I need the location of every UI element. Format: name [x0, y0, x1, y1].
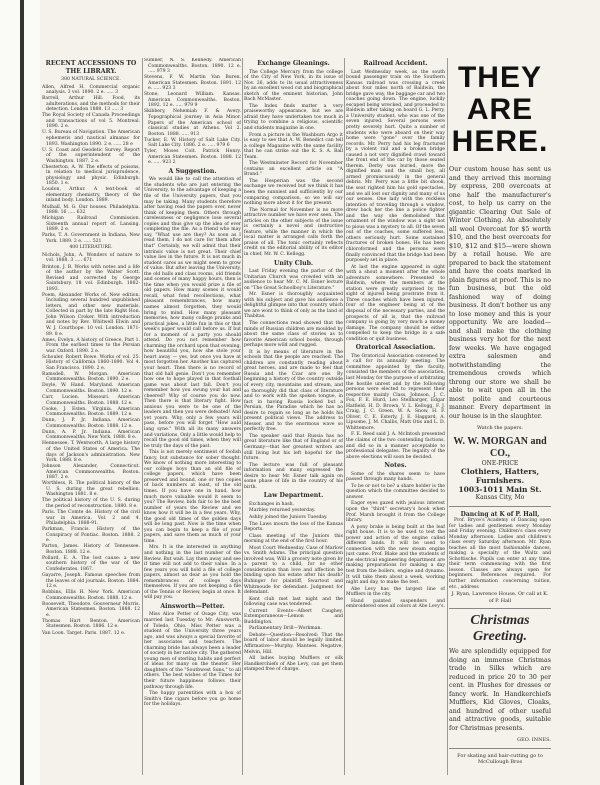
article-paragraph: A pony brake is being built at the leaf right house. It is to be used to test the power and action of the engine called different lands. It will be used to connection with the new steam engine just came. Prof. Blake and the students of the electrical engineering department are making preparations for making a day test from the boilers, engine and dynamo. It will take them about a week, working night and day, to make the test. [346, 524, 445, 586]
literature-label: 400 LITERATURE. [69, 245, 113, 251]
accession-entry: Barrell, Arthur Hill. Food, its adulterations, and the methods for their detection. London 1888. 13 ..... 3 [42, 96, 140, 113]
article-paragraph: Parliamentary Drill—Workman. [249, 626, 322, 632]
accession-entry: Sumner, N. S. Kennedy. American Commonwealths. Boston. 1890. 12 e. ..... 979 3 [144, 58, 241, 75]
wedding-article [144, 612, 241, 707]
binding-fold [20, 0, 24, 785]
article-paragraph: Ashby joined the Juniors Tuesday. [249, 514, 328, 520]
dancing-signature: J. Ryan, Lawrence House. Or call at K. of P. Hall [451, 591, 549, 604]
accession-entry: Ramsdell, W. Morgan. American Commonwealths. Boston. 1890. 2 e. [42, 371, 140, 383]
divider [449, 506, 551, 507]
accession-entry: Dunn, J. P. Jr. Indiana. American Commonwealths. Boston. 1888. 12 e. [42, 418, 140, 429]
notes-heading: Notes. [384, 462, 407, 470]
ad-city: Kansas City, Mo [475, 494, 525, 501]
accession-entry: Worthless, R. The political history of the U. S. during the great rebellion. Washington 1881. 8 e. [42, 481, 140, 498]
dancing-heading: Dancing at K of P. Hall, [460, 510, 540, 518]
accession-entry: Parton, James. History of Tennessee. Boston. 1888. 12 e. [42, 544, 140, 555]
accession-entry: Dunn, A. P. Jr. Indiana. American Commonwealths. New York. 1888. 8 e. [42, 429, 140, 441]
article-paragraph: Mr. Esner is thoroughly acquainted with his subject and gave his audience a delightful glimpse into that country which we are wont to think of only as the land of Thabitas. [244, 292, 343, 320]
article-paragraph: The speaker said that Russia has no great literature like that of England or of Germany—that her greatest writers are still living but his left hopeful for the future. [244, 433, 343, 462]
oratorical-article [346, 354, 445, 460]
column-rule [344, 58, 345, 775]
accession-entry: Poem, Alexander Works of. New edition. Including several hundred unpublished letters, and other new materials. Collected in part by the late Right Hon. John Wilson Croker. With introduction and notes by Rev. Whitwell Elwin and W. J. Courthope. 10 vol. London. 1871-89. 8 e. [42, 292, 140, 337]
article-paragraph: The Normal for November is no more attractive number we have ever seen. The articles on the other subjects of the issue is certainly a novel and instructive feature, while the manner in which the local matter is arranged calls forth the praise of all. The tonic certainly reflects credit on the editorial ability of its editor in chief, Mr. W. C. Kellogg. [244, 207, 343, 257]
suggestion-heading: A Suggestion. [168, 167, 217, 175]
divider [449, 608, 551, 609]
divider [449, 748, 551, 749]
ad-body: Our custom house has sent us and they arrived this morning by express, 200 overcoats at one half the manufacturer's cost, to help us carry on the gigantic Clearing Out Sale of Winter Clothing. An absolutely all wool Overcoat for $5 worth $10, and the best overcoats for $10, $12 and $15—were shown by a retail house. We are prepared to back the statement and have the coats marked in plain figures at proof. This is no fun business, but the old fashioned way of doing business. It don't bother us any to lose money and this is your opportunity. We are loaded—and shall make the clothing business very hot for the next few weeks. We have engaged extra salesmen and notwithstanding the tremendous crowds which throng our store we shall be able to wait upon all in the most polite and courteous manner. Every department in our house is in the slaughter. [449, 166, 551, 420]
accession-entry: Carr, Lucien. Missouri. American Commonwealths. Boston. 1888. 12 e. [42, 395, 140, 406]
column-rule [242, 58, 243, 775]
accession-list-literature [42, 253, 140, 636]
accession-entry: Doyle, W. Hand. Maryland. American Commonwealths. Boston. 1890. 12 e. [42, 383, 140, 395]
law-department-heading: Law Department. [263, 492, 324, 500]
accession-entry: Michigan Railroad Commission. Sixteenth annual report of. Lansing. 1889. 2 e. [42, 216, 140, 233]
article-paragraph: Hand painted suspenders and embroidered ones all colors at Abe Levy's. [346, 598, 445, 610]
accession-entry: The political history of the U. S. during the period of reconstruction. 1880. 8 e. [42, 498, 140, 509]
dancing-body: Prof. Bryce's Academy of Dancing open for ladies and gentlemen every Monday and Friday evening. Children's class every Monday afternoon. Ladies and children's class every Saturday afternoon. Mr. Ryan teaches all the most fashionable dances, making a specialty of the Waltz and Schottische. Pupils can enter at any time, their term commencing with the first lesson. Classes are always open for beginners. References required. For further information concerning tuition, etc., address [449, 518, 551, 590]
article-paragraph: Marbley returned yesterday. [249, 508, 316, 514]
accession-entry: Parks, T. A. Government in Indiana, New York. 1889. 2 e. ..... 521 [42, 233, 140, 244]
article-paragraph: Debate—Question—Resolved: That the board of labor should be legally limited. Affirmative—Murphy. Mantees. Negative, Melvin, Hill. [244, 632, 343, 655]
column-railroad [346, 58, 445, 775]
accession-entry: Hennessee, T. Wentworth. A large history of the United States of America. The days of Jackson's administration. New York. 1888. 8 e. [42, 441, 140, 464]
accession-entry: Schouler, Robert Bowe. Works of vol. 25. History of California 1860-1890. Vol 4. San Francisco. 1890. 2 e. [42, 354, 140, 371]
accession-entry: Brinton, J. B. Works with notes and a life of the author by the Walter Scott. Revised and corrected by George Saintsbury. 18 vol. Edinburgh. 1882-1893. [42, 264, 140, 292]
column-suggestion [144, 58, 241, 775]
article-paragraph: It is by means of literature in the schools that the people are reached. The children are constantly reading about great heroes, and are made to feel that Russia and the Czar are one. By beginning a history of the country outside of every city, mountains and stream, and so thoroughly did that class of literature and to work with the spoken tongue, in fact in having Russia locked but a Persian, the Paradise which he has no desire to regain so long as he holds his present political views. The address to Messer, and to the enormous wave so perfectly free. [244, 349, 343, 433]
article-paragraph: Abe Levy has the largest line of Mufflers in the city. [346, 586, 445, 598]
railroad-article [346, 70, 445, 343]
article-paragraph: The Oratorical Association convened by a call for its annually meeting. The committee appointed by the faculty, consisted the members of the association, last Monday for the purpose of arbitrating the hostile unrest and by the following persons were elected to represent their respective mainly Class, Johnson, J. C. Fox, F. E. Hurd, Leo Stellbarger, Edgar Hatfield. H. D. Brown, V. L. Kellogg, F. J. Craig, J. C. Green, W. A. Snow, H. F. Oliver, C. E. Esterly, J. E. Haggard, A. Lipsome, J. M. Challis, Matt Otis and L. D. Whittemore. [346, 353, 445, 431]
accession-entry: Tyler, Moses Coit. Patrick Henry. American Statesmen. Boston. 1888. 12 e. ..... 923 2 [144, 149, 241, 166]
accession-entry: Ames, Evelyn. A history of Greece, Part 1. From the earliest times to the Persian war. Oxford. 1890. 2 e. [42, 337, 140, 354]
law-department-article [244, 502, 343, 673]
notes-article [346, 472, 445, 610]
oratorical-heading: Oratorical Association. [355, 344, 436, 352]
accession-entry: Allen, Alfred H. Commercial organic analysis. 3 vol. 1890. 2 e. ..... 3 [42, 84, 140, 96]
accession-list [42, 85, 140, 245]
article-paragraph: Last Wednesday week, as the south bound passenger train on the Southern Kansas railroad was crossing a creek about four miles north of Baldwin, the bridge gave way, the baggage car and two coaches going down. The engine, luckily escaped being wrecked, and proceeded to Baldwin after taking on board G. L. Perry, a University student, who was one of the seven injured. Several persons were pretty severely hurt. Quite a number of students who were aboard on their way home were "gone" over the family records. Mr. Perry had his leg fractured by a violent rail and a broken bridge caused a not very dignified crawl toward the front end of the car by those seated therein. Derby was buried, more the dignified man and the small boy, all armed promiscuously in the general debris. Mr. Perry was a little bit shook, the seat righted him his gold spectacles, and we all lost our dignity and many of us our senses. One lady with the reckless intention of traveling through a window, drew back her the line a police fighter and the way she demolished that ornament of the window was a sight not to pious was a mystery to all. Of the seven out of the coaches, some suffered less, others seriously hurt. Some sustained fractures of broken bones. He has been chloroformed and the persons were finally convinced that the bridge had been purposely set in place. [346, 69, 445, 264]
article-paragraph: F. E. Reed said J. A. McIntosh presented the claims of the two contending factions, and did so in a manner acceptable to professional delegates. The legality of the above elections will soon be decided. [346, 432, 445, 460]
article-paragraph: Current Events—Albert Caughey. Extemporaneous—Lemon and Buddington. [244, 608, 343, 625]
accession-entry: Johnson Alexander, Connecticut. American Commonwealths. Boston. 1887. 2 e. [42, 464, 140, 481]
ad-watch-note: Watch the papers. [477, 425, 523, 431]
column-rule [142, 58, 143, 775]
article-paragraph: The connections read showed that the minds of Russian children are moulded by about the same class of stories as to favorite American school books, through perhaps more wild and rugged. [244, 320, 343, 349]
christmas-heading: Christmas Greeting. [470, 613, 530, 645]
unity-club-heading: Unity Club. [273, 259, 314, 267]
ad-address: 1003-1011 Main St. [458, 485, 542, 494]
article-paragraph: Moot Court Wednesday. Case of Marlow vs. Smith Adams. The principal question involved was, Will a grocery note given by a parent to a child, for no other consideration than love and affection be binding upon his estate after his death? Buhinger for plaintiff, Swartout and Whitmoude for defendant. Judgment for defendant. [244, 545, 343, 596]
article-paragraph: The Westminster Record for November contains an excellent article on "A Brand." [244, 161, 343, 178]
article-paragraph: All ladies buying Mufflers or silk Handkerchiefs of Abe Levy, can get them stamped free of charge. [244, 656, 343, 673]
skating-note: For skating and hair-cutting go to McCullough Bros [457, 752, 543, 766]
ad-firm-name: W. W. MORGAN and CO., [453, 435, 547, 459]
column-rule [447, 58, 448, 775]
exchange-article [244, 70, 343, 258]
accession-entry: U. S. Coast and Geodetic Survey. Report of the superintendent of the Washington. 1887. 2 e. [42, 147, 140, 164]
accession-entry: Nichols, John, A. Wonders of nature to vol. 1888. 3 ..... 671 [42, 252, 140, 264]
column-library-accessions [42, 58, 140, 775]
accession-entry: Cooke, J. Esten. Virginia. American Commonwealths. Boston. 1889. 12 e. [42, 406, 140, 418]
accession-entry: Mulhall, M. G. Our houses. Philadelphia. 1888. 16 ..... 632 [42, 204, 140, 216]
suggestion-article [144, 177, 241, 601]
accession-entry: U. S. Bureau of Navigation. The American ephemeris and nautical almanac for 1893. Washington 1890. 2 e. ..... 28 e [42, 130, 140, 147]
accession-entry: Stevens, F. W. Martin Van Buren. American Statesmen. Boston. 1891. 12 e. ..... 923 3 [144, 75, 241, 92]
article-paragraph: Eager eyes gazed with jealous interest upon the "third" secretary's book when Prof. Marsh brought it from the College library. [346, 501, 445, 524]
article-paragraph: Some of the shares seem to have passed through many hands. [346, 471, 445, 483]
accession-entry: Stone, Leonard William. Kansas. American Commonwealths. Boston. 1892. 12 e. ..... 979 9 [144, 92, 241, 109]
accession-list-continued [144, 58, 241, 166]
exchange-heading: Exchange Gleanings. [257, 60, 330, 67]
accession-entry: Tucker, E. W. History of Salt Lake City. Salt Lake City. 1886. 2 e. ..... 979 6 [144, 137, 241, 149]
ad-trades: Clothiers, Hatters, Furnishers. [460, 467, 540, 485]
accession-entry: Robbins, Ellis H. New York. American Commonwealths. Boston. 1888. 12 e. [42, 590, 140, 601]
accession-entry: Skibbery, Nehemiah F. & Avery. Topographical journey in Asia Minor. Papers of the American school of classical studies at Athens. Vol 2. Boston. 1888. ..... 913 [144, 109, 241, 137]
accession-entry: Pollard, E. A. The lost cause: a new southern history of the war of the Confederates. 1867. [42, 555, 140, 572]
article-paragraph: The happy parentities with a box of Smith's fine cigars before you go home for the holidays. [144, 691, 241, 708]
article-paragraph: The Index finds matter a very praiseworthy appearance, but we are afraid they have undertaken too much in trying to combine a religious, scientific and students magazine in one. [244, 103, 343, 131]
accession-entry: Paris. The Comte de. History of the civil war in America. Vol. 2 and 4. Philadelphia. 1888-91. [42, 510, 140, 527]
article-paragraph: Miss Alice Petter of Osage City, was married last Tuesday to Mr. Ainsworth, of Toledo, Ohio. Miss Petter was a student of the University three years ago, and was always a special favorite of her associates and teachers. The charming bride has always been a leader of society in her native city. The gathered young men of sterling habits and perfect of ideas for many on the theater. Her daughters of the "Southwest Suns," to all others. The best wishes of the Times for their future happiness follows their pathway through life. [144, 612, 241, 690]
accession-entry: Chesterton, A. W. The effects of poisons, in relation to medical jurisprudence, physiology and physic. Edinburgh. 1850. 1 e. [42, 164, 140, 187]
article-paragraph: The College Mercury from the college of the City of New York, in its issue of Nov. 26, adds to its usual attractiveness by an excellent wood cut and biographical sketch of the eminent historian, John Bach McMaster. [244, 69, 343, 103]
article-paragraph: Mrs. It is the interested in anything and nothing in the last number of the Review. But wait. Lay them away and see if time will not add to their value. In a few years you will hold a file of college papers, almost as dear as you hold the remembrances of college days themselves. If you are not keeping a file of the Tennis or Review, begin at once. It will pay you. [144, 545, 241, 601]
article-paragraph: From a picture in the Washburn Argo it is easy to see that A. W. Benedict can tell a college Magazine with the same facility that he can strike out the K. S. A. Ball Team. [244, 132, 343, 160]
natural-science-label: 300 NATURAL SCIENCE. [61, 77, 121, 82]
article-paragraph: Exchanges in hash. [249, 501, 295, 507]
ad-one-price: ONE-PRICE [481, 459, 519, 467]
article-paragraph: The lecture was full of pleasant information and many expressed the desire to hear Mr. Esner talk again on some phase of life in the country of his birth. [244, 462, 343, 490]
accession-entry: Thomas Hart Benton. American Statesmen. Boston. 1886. 12 e. [42, 618, 140, 630]
accession-entry: Gayarre, Joseph. Famous speeches from the leaves of old journals. Boston. 1884. 12 e. [42, 573, 140, 590]
article-paragraph: The Laws mourn the loss of the Kansas Reports. [244, 521, 343, 533]
unity-club-article [244, 269, 343, 490]
accession-entry: Parkman, Francis. History of the Conspiracy of Pontiac. Boston. 1888. 2 e. [42, 527, 140, 544]
article-paragraph: Kent club met last night and the following case was tendered: [244, 596, 343, 608]
wedding-heading: Ainsworth—Petter. [160, 602, 225, 610]
article-paragraph: At last the engine appeared in sight with a shout a moment after the whole adventure somewhere. Presented to Baldwin, where the members at the station were greatly surprised by the sight of injured being prostrate from it. Three coaches which have been injured, four of the engineer being at of the disposal of the necessary parties, and the prospects of all is, that the railroad company is going by very much a money damage. The company should be either compelled to keep the bridge in a safe condition or quit business. [346, 264, 445, 342]
article-paragraph: This is not merely sentiment of foolish fancy, but substance for sober thought. We know of nothing more interesting to our college boys than an old file of college papers, which have been preserved and bound, one or two copies of back numbers at least, of the old times. If you have one in hand, how much more valuable would it seem to you? The Review, bids fair to be the best number of years the Review and we know how it will be in a few years. Why, the good old times of the golden days will be long past. Now is the time when you can begin to keep a file of your papers, and save them as much of your time. [144, 450, 241, 544]
article-paragraph: Class meeting of the Juniors this morning at the end of the first hour. [244, 533, 343, 545]
library-heading: RECENT ACCESSIONS TO THE LIBRARY. [45, 60, 137, 75]
article-paragraph: To be or not to be? a share holder is the question which the committee decided to answer. [346, 483, 445, 500]
article-paragraph: The Hesperian was the second exchange we received but we think it has been the sunniest and sufficiently by our comparing comparison, so we will say nothing more about it for the present. [244, 178, 343, 207]
column-advertisements [449, 58, 551, 775]
accession-entry: The Royal Society of Canada Proceedings and transactions of vol 5. Montreal. 1890. 2 e. [42, 113, 140, 130]
accession-entry: Van Loon. Target. Paris. 1887. 12 e. [42, 630, 126, 636]
column-exchange [244, 58, 343, 775]
christmas-body: We are splendidly equipped for doing an immense Christmas trade in Silks which are reduced in price 20 to 30 per cent. in Plushes for dresses or fancy work. In Handkerchiefs Mufflers, Kid Gloves, Cloaks, and hundred of other useful and attractive goods, suitable for Christmas presents. [449, 648, 551, 732]
accession-entry: Loudon, Arthur. A text-book of elementary chemistry, theory of the inland body. London. 1889. [42, 187, 140, 204]
ad-headline: THEY ARE HERE. [451, 61, 549, 158]
railroad-heading: Railroad Accident. [363, 60, 428, 67]
article-paragraph: Last Friday evening the parlor of the Unitarian Church was crowded with an audience to hear Mr. C. M. Esner lecture on "The Great Schoolboy's Literature." [244, 269, 343, 291]
christmas-signature: GEO. INNES. [517, 737, 551, 744]
accession-entry: Roosevelt, Theodore. Gouverneur Morris. American Statesmen. Boston. 1888. 12 e. [42, 601, 140, 618]
article-paragraph: We would like to call the attention of the students who are just entering the University, to the advantage of keeping a file of the University papers, that you may be taking. Many students therefore after having read the papers over, never think of keeping them. Others through carelessness or negligence lose several copies and thus give up the idea of ever completing the file. As a friend who may say, "What use are they? As soon as I read them, I do not care for them after that" Certainly, we will admit that their intrinsic value is not great. Their chief value lies in the future. It is not much in student cares as we might seem to grow of value. But after leaving the University, the old halls and class rooms, old friends and scenes of many happy hours, then is the time when you would prize a file of old papers. How many scenes it would recall, what fond recollections, what pleasant remembrances, how many names almost forgotten, they would bring to mind. How many pleasant memories, how many college pranks and practical jokes, a little fun in this or that week's paper would call before us. If but for a moment of a party you should attend. Do you not remember how charming the orchard upon that evening, how beautiful you, how she stole your heart away — yes, but once you have at most forgotten her. Another has captured your heart. Then there is no record of that old hall genie. Don't you remember how one to hope played in that football game was about last fall. Don't you remember how you swung your hat and cheered? Why of course you do now. Then there is that literary fight. How anxious you were to be one of the leaders and then you were defeated! And yet yours. Why, only a few years will pass, before you will forget "How auld lang syne." With all its many answers and variations. Only a little would help to recall the good old times, when they will be truly the days of the past. [144, 177, 241, 449]
